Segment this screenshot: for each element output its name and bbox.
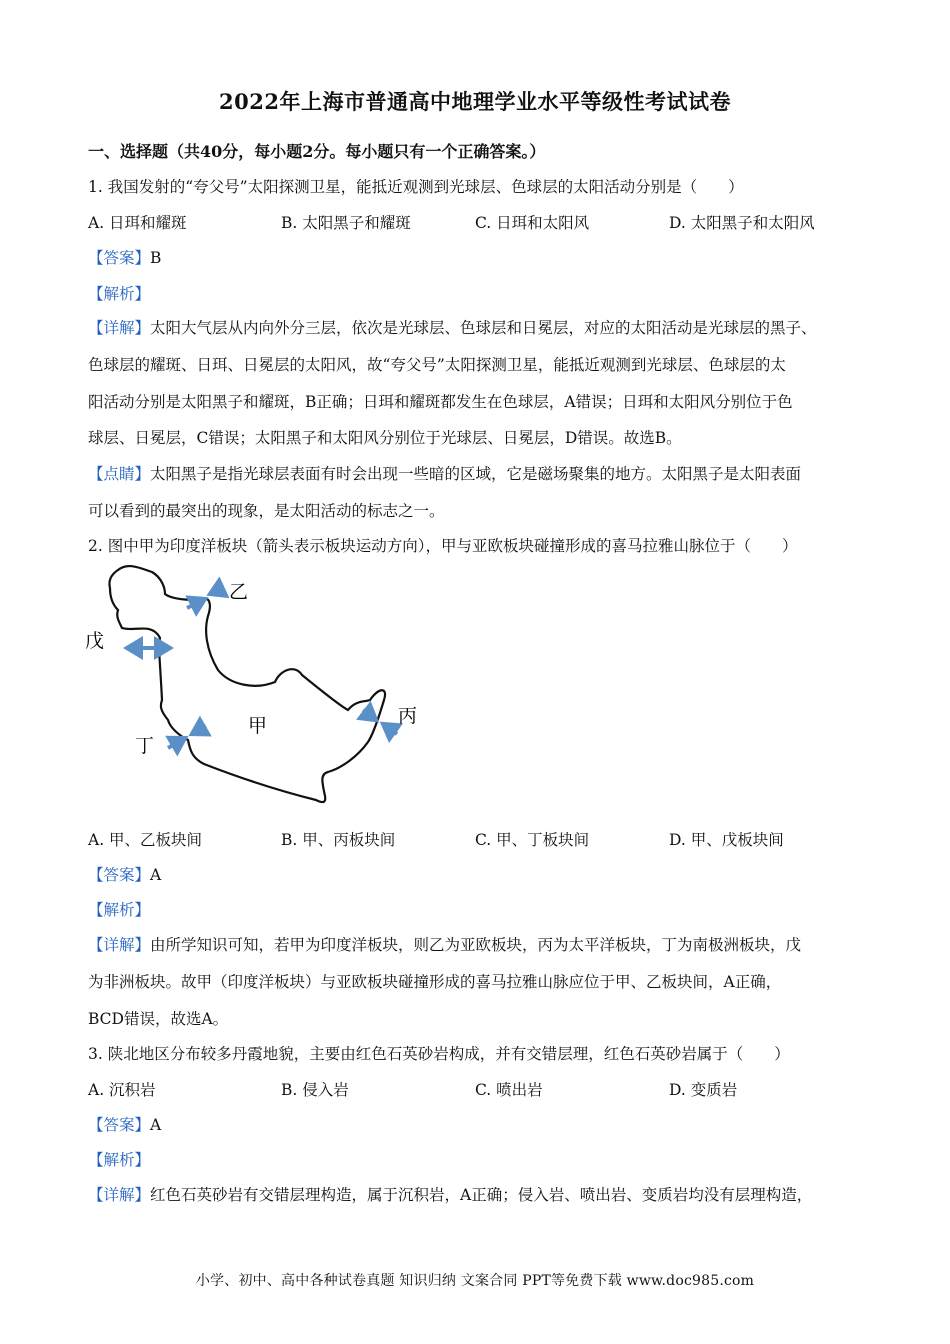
q3-analysis xyxy=(88,1150,150,1170)
q2-option-b: B. 甲、丙板块间 xyxy=(281,831,396,849)
q1-option-b: B. 太阳黑子和耀斑 xyxy=(281,214,411,232)
section-heading: 一、选择题（共40分，每小题2分。每小题只有一个正确答案。） xyxy=(88,142,546,161)
q1-stem: 1. 我国发射的“夸父号”太阳探测卫星，能抵近观测到光球层、色球层的太阳活动分别是（ ） xyxy=(88,178,744,196)
q1-analysis xyxy=(88,284,150,304)
q1-note-line xyxy=(88,464,801,484)
plate-diagram xyxy=(80,560,430,810)
q2-option-c: C. 甲、丁板块间 xyxy=(475,831,590,849)
q1-option-a: A. 日珥和耀斑 xyxy=(88,214,187,232)
arrow-bing-back xyxy=(383,724,397,734)
q1-note-line: 可以看到的最突出的现象，是太阳活动的标志之一。 xyxy=(88,502,445,520)
q3-answer xyxy=(88,1115,161,1135)
analysis-tag: 【解析】 xyxy=(88,1151,151,1169)
exam-title: 2022年上海市普通高中地理学业水平等级性考试试卷 xyxy=(219,89,731,114)
q2-option-a: A. 甲、乙板块间 xyxy=(88,831,203,849)
answer-value: A xyxy=(150,866,162,884)
arrow-ding-back xyxy=(192,726,206,734)
answer-tag: 【答案】 xyxy=(88,866,151,884)
analysis-tag: 【解析】 xyxy=(88,901,151,919)
answer-value: A xyxy=(150,1116,162,1134)
q1-detail-line: 色球层的耀斑、日珥、日冕层的太阳风，故“夸父号”太阳探测卫星，能抵近观测到光球层、色球层的太 xyxy=(88,356,786,374)
arrow-ding xyxy=(168,738,185,748)
detail-tag: 【详解】 xyxy=(88,936,151,954)
q2-analysis xyxy=(88,900,150,920)
q2-stem: 2. 图中甲为印度洋板块（箭头表示板块运动方向），甲与亚欧板块碰撞形成的喜马拉雅山脉位于（ ） xyxy=(88,537,798,555)
label-jia: 甲 xyxy=(248,715,268,737)
note-text: 太阳黑子是指光球层表面有时会出现一些暗的区域，它是磁场聚集的地方。太阳黑子是太阳表面 xyxy=(150,465,802,483)
q1-detail-line xyxy=(88,318,817,338)
q3-option-c: C. 喷出岩 xyxy=(475,1081,543,1099)
q2-detail-line xyxy=(88,935,801,955)
answer-tag: 【答案】 xyxy=(88,1116,151,1134)
q1-option-d: D. 太阳黑子和太阳风 xyxy=(669,214,815,232)
q3-stem: 3. 陕北地区分布较多丹霞地貌，主要由红色石英砂岩构成，并有交错层理，红色石英砂岩属于（ ） xyxy=(88,1045,790,1063)
answer-tag: 【答案】 xyxy=(88,249,151,267)
q2-option-d: D. 甲、戊板块间 xyxy=(669,831,784,849)
detail-tag: 【详解】 xyxy=(88,1186,151,1204)
q1-answer xyxy=(88,248,161,268)
arrow-yi-back xyxy=(210,588,223,594)
detail-text: 太阳大气层从内向外分三层，依次是光球层、色球层和日冕层，对应的太阳活动是光球层的黑子、 xyxy=(150,319,817,337)
q1-option-c: C. 日珥和太阳风 xyxy=(475,214,590,232)
q3-option-b: B. 侵入岩 xyxy=(281,1081,349,1099)
detail-text: 由所学知识可知，若甲为印度洋板块，则乙为亚欧板块，丙为太平洋板块，丁为南极洲板块，戊 xyxy=(150,936,802,954)
detail-text: 红色石英砂岩有交错层理构造，属于沉积岩，A正确；侵入岩、喷出岩、变质岩均没有层理构造， xyxy=(150,1186,813,1204)
label-yi: 乙 xyxy=(229,581,249,603)
q2-detail-line: BCD错误，故选A。 xyxy=(88,1010,229,1028)
q3-option-a: A. 沉积岩 xyxy=(88,1081,156,1099)
arrow-bing xyxy=(363,710,376,720)
detail-tag: 【详解】 xyxy=(88,319,151,337)
label-bing: 丙 xyxy=(398,705,418,727)
page-footer: 小学、初中、高中各种试卷真题 知识归纳 文案合同 PPT等免费下载 www.doc985.com xyxy=(195,1273,755,1289)
q2-detail-line: 为非洲板块。故甲（印度洋板块）与亚欧板块碰撞形成的喜马拉雅山脉应位于甲、乙板块间，A正确， xyxy=(88,973,782,991)
q1-detail-line: 阳活动分别是太阳黑子和耀斑，B正确；日珥和耀斑都发生在色球层，A错误；日珥和太阳风分别位于色 xyxy=(88,393,793,411)
q3-option-d: D. 变质岩 xyxy=(669,1081,738,1099)
q2-answer xyxy=(88,865,161,885)
note-tag: 【点睛】 xyxy=(88,465,151,483)
q3-detail-line xyxy=(88,1185,812,1205)
label-ding: 丁 xyxy=(135,735,155,757)
analysis-tag: 【解析】 xyxy=(88,285,151,303)
label-wu: 戊 xyxy=(85,630,105,652)
q1-detail-line: 球层、日冕层，C错误；太阳黑子和太阳风分别位于光球层、日冕层，D错误。故选B。 xyxy=(88,429,682,447)
answer-value: B xyxy=(150,249,162,267)
